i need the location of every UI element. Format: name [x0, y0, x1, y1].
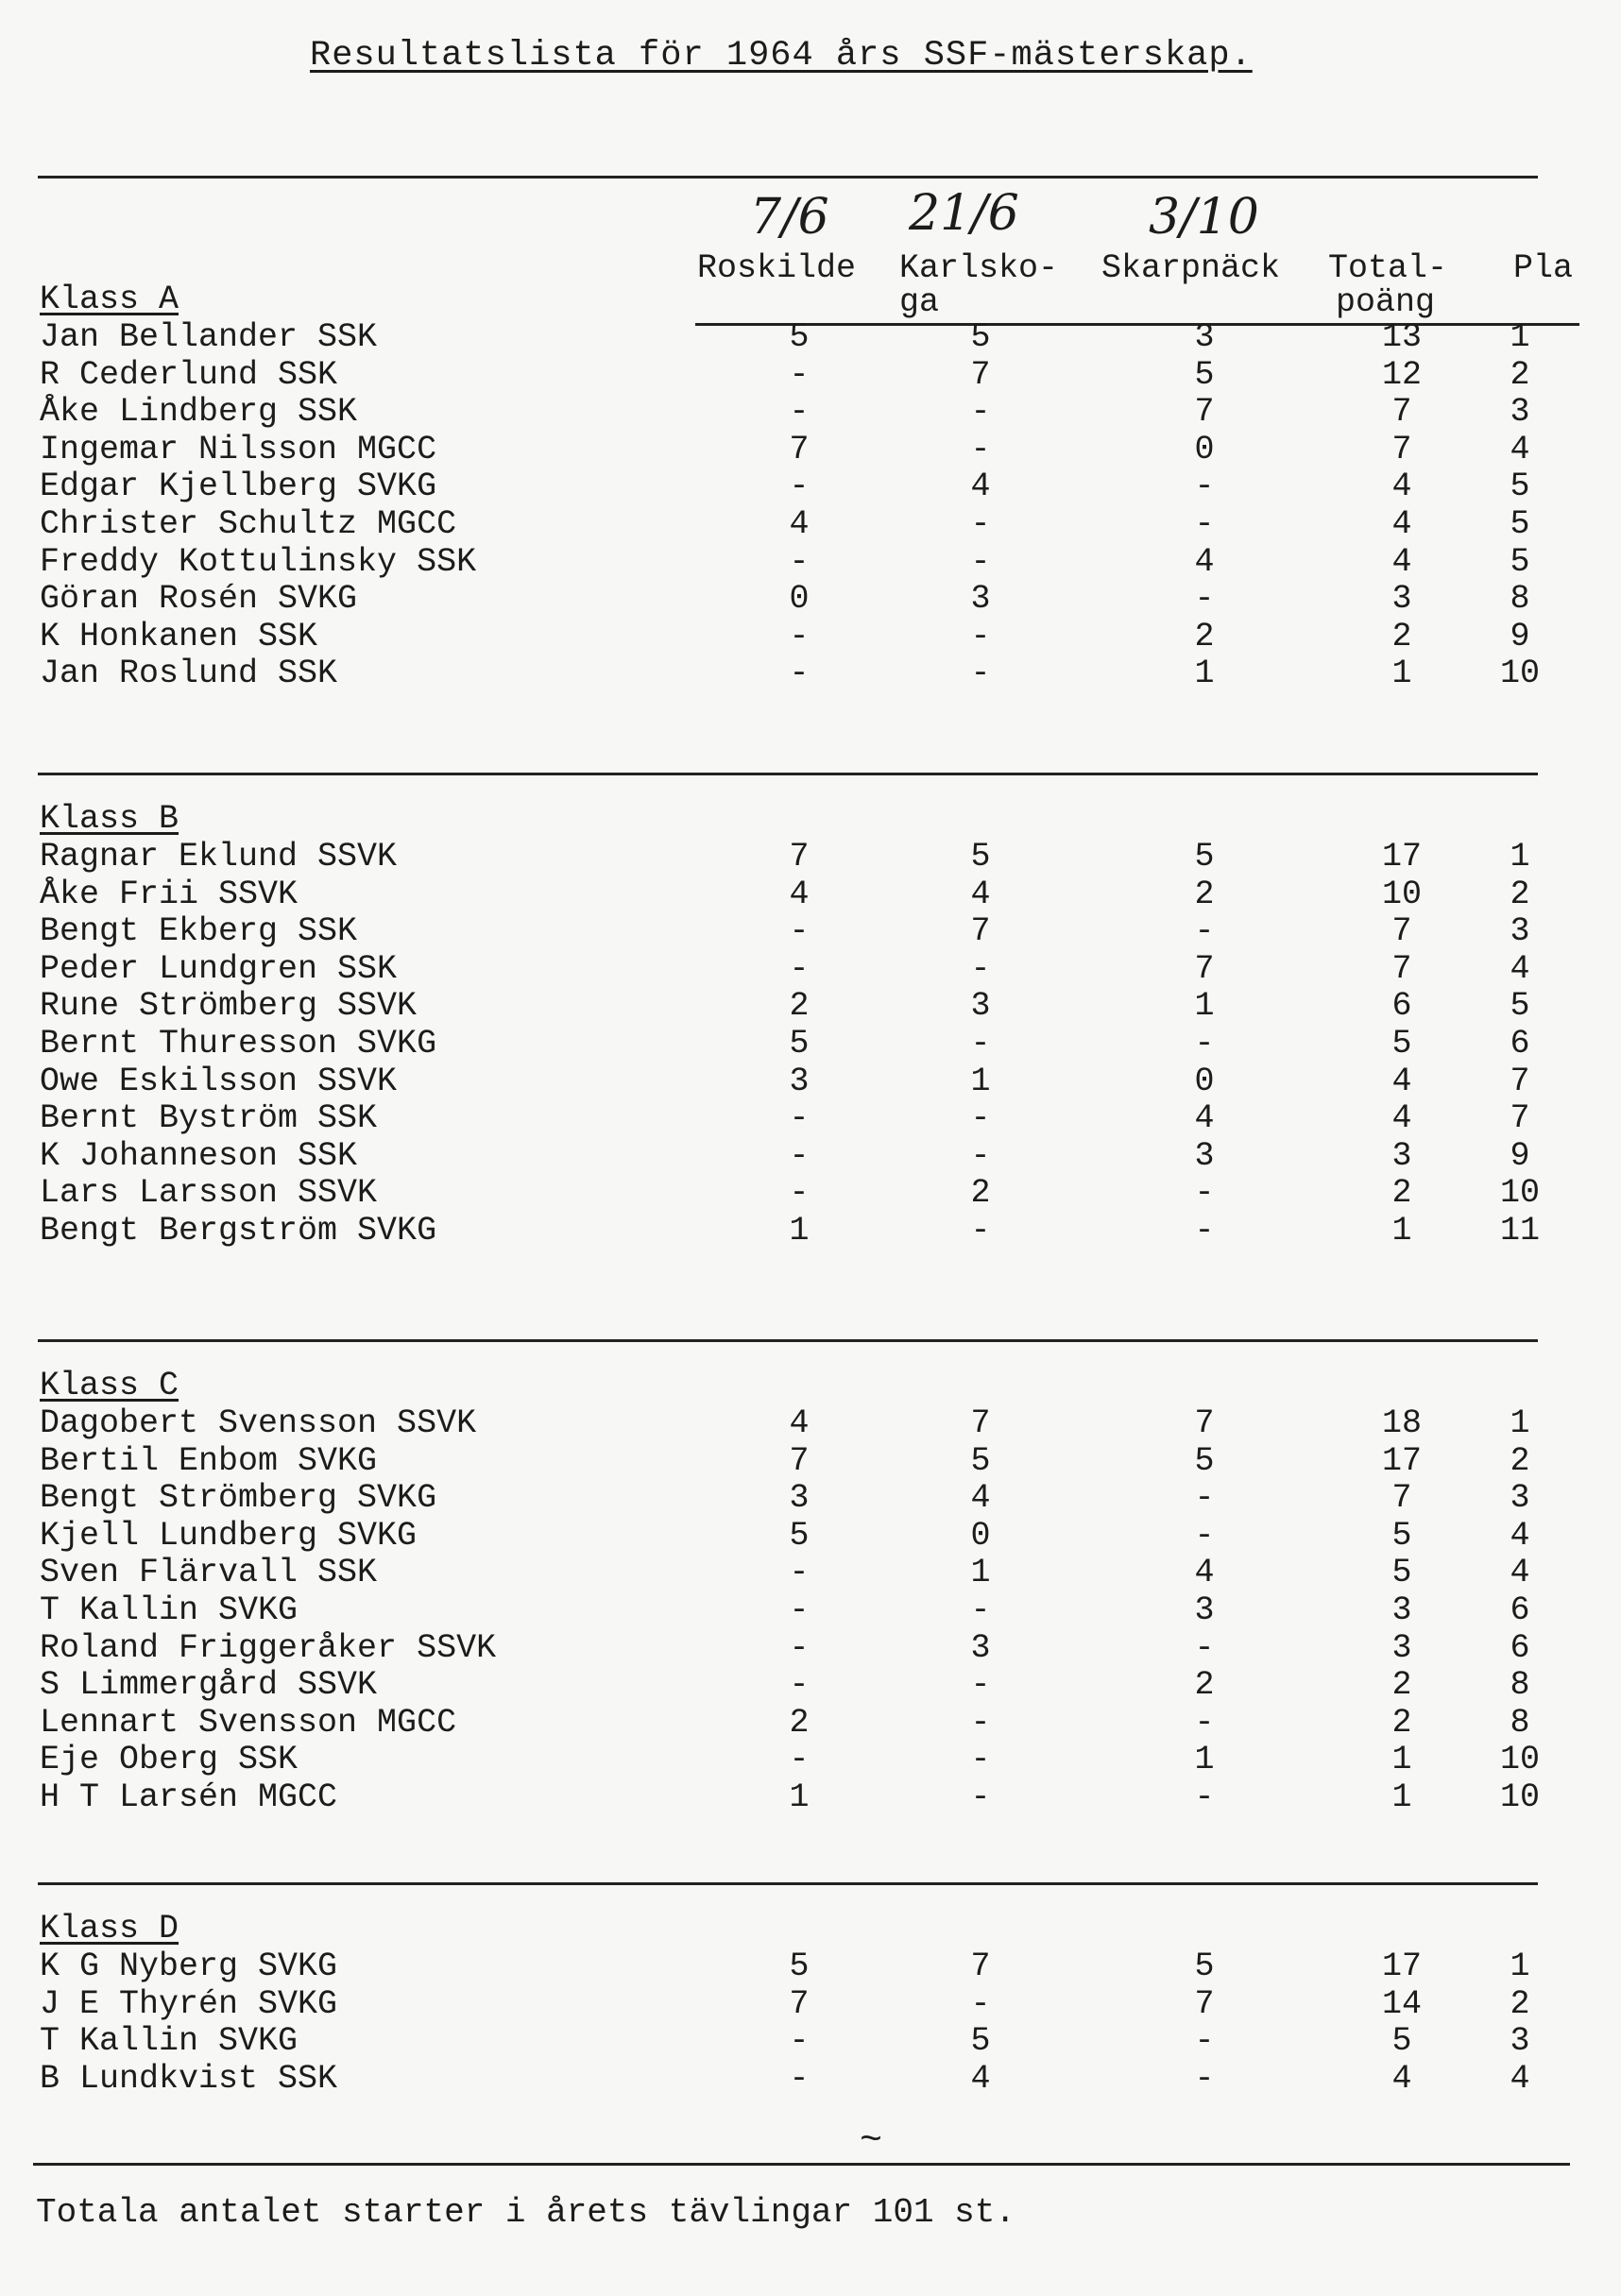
- cell-roskilde: -: [789, 468, 810, 506]
- cell-total: 4: [1391, 468, 1412, 506]
- cell-total: 2: [1391, 1174, 1412, 1213]
- driver-name: Göran Rosén SVKG: [40, 580, 358, 619]
- table-row: [0, 506, 1621, 544]
- driver-name: Dagobert Svensson SSVK: [40, 1404, 477, 1442]
- table-row: [0, 394, 1621, 432]
- cell-place: 4: [1510, 949, 1530, 988]
- table-row: [0, 1405, 1621, 1443]
- cell-skarpnack: -: [1194, 1212, 1215, 1250]
- table-row: [0, 839, 1621, 876]
- driver-name: H T Larsén MGCC: [40, 1778, 338, 1816]
- col-header-placering: Pla: [1513, 249, 1574, 287]
- class-title: Klass B: [40, 800, 179, 838]
- driver-name: B Lundkvist SSK: [40, 2059, 338, 2098]
- cell-place: 5: [1510, 542, 1530, 581]
- table-row: [0, 2023, 1621, 2061]
- cell-roskilde: -: [789, 655, 810, 693]
- table-row: [0, 1667, 1621, 1705]
- cell-total: 17: [1381, 1441, 1422, 1480]
- cell-skarpnack: -: [1194, 468, 1215, 506]
- cell-roskilde: 3: [789, 1479, 810, 1518]
- cell-place: 10: [1499, 1741, 1540, 1779]
- table-row: [0, 1063, 1621, 1101]
- cell-skarpnack: -: [1194, 505, 1215, 543]
- table-row: [0, 432, 1621, 469]
- cell-skarpnack: 4: [1194, 542, 1215, 581]
- col-header-karlskoga-line1: Karlsko-: [899, 249, 1059, 287]
- cell-total: 7: [1391, 949, 1412, 988]
- divider-klass-3: [38, 1339, 1538, 1342]
- cell-skarpnack: 7: [1194, 1984, 1215, 2023]
- driver-name: Bengt Bergström SVKG: [40, 1212, 437, 1250]
- cell-karlskoga: -: [970, 1984, 991, 2023]
- cell-total: 1: [1391, 1778, 1412, 1816]
- cell-roskilde: -: [789, 2059, 810, 2098]
- cell-place: 2: [1510, 1984, 1530, 2023]
- cell-total: 18: [1381, 1404, 1422, 1442]
- cell-roskilde: -: [789, 1099, 810, 1138]
- divider-bottom: [33, 2163, 1570, 2166]
- cell-skarpnack: -: [1194, 2059, 1215, 2098]
- cell-karlskoga: -: [970, 1741, 991, 1779]
- page-title: Resultatslista för 1964 års SSF-mästerskap.: [310, 36, 1253, 76]
- cell-place: 1: [1510, 838, 1530, 876]
- table-row: [0, 913, 1621, 951]
- cell-total: 1: [1391, 1212, 1412, 1250]
- cell-total: 4: [1391, 542, 1412, 581]
- cell-roskilde: 2: [789, 1703, 810, 1742]
- driver-name: Lars Larsson SSVK: [40, 1174, 378, 1213]
- table-row: [0, 581, 1621, 619]
- cell-roskilde: -: [789, 1666, 810, 1705]
- cell-skarpnack: -: [1194, 1025, 1215, 1063]
- cell-place: 2: [1510, 875, 1530, 913]
- cell-roskilde: 4: [789, 1404, 810, 1442]
- driver-name: T Kallin SVKG: [40, 1591, 299, 1629]
- cell-skarpnack: 1: [1194, 655, 1215, 693]
- col-header-skarpnack: Skarpnäck: [1101, 249, 1281, 287]
- table-row: [0, 655, 1621, 693]
- col-header-total-line2: poäng: [1336, 283, 1436, 321]
- driver-name: Åke Frii SSVK: [40, 875, 299, 913]
- cell-karlskoga: 7: [970, 355, 991, 394]
- cell-total: 3: [1391, 1136, 1412, 1175]
- cell-karlskoga: 5: [970, 318, 991, 356]
- cell-roskilde: 7: [789, 1984, 810, 2023]
- cell-skarpnack: 1: [1194, 1741, 1215, 1779]
- cell-skarpnack: 7: [1194, 949, 1215, 988]
- cell-roskilde: -: [789, 393, 810, 432]
- cell-place: 4: [1510, 1554, 1530, 1592]
- cell-skarpnack: 5: [1194, 1947, 1215, 1985]
- cell-total: 7: [1391, 912, 1412, 951]
- cell-total: 7: [1391, 430, 1412, 468]
- cell-skarpnack: 0: [1194, 430, 1215, 468]
- cell-karlskoga: -: [970, 1778, 991, 1816]
- driver-name: Jan Roslund SSK: [40, 655, 338, 693]
- cell-skarpnack: 3: [1194, 1591, 1215, 1629]
- cell-total: 4: [1391, 1099, 1412, 1138]
- cell-skarpnack: 2: [1194, 617, 1215, 655]
- table-row: [0, 1213, 1621, 1250]
- cell-karlskoga: -: [970, 1212, 991, 1250]
- divider-top: [38, 176, 1538, 179]
- driver-name: Bengt Ekberg SSK: [40, 912, 358, 951]
- cell-skarpnack: -: [1194, 2022, 1215, 2061]
- cell-roskilde: 5: [789, 1516, 810, 1555]
- cell-roskilde: -: [789, 1554, 810, 1592]
- cell-skarpnack: 2: [1194, 875, 1215, 913]
- table-row: [0, 951, 1621, 989]
- cell-skarpnack: 0: [1194, 1062, 1215, 1100]
- driver-name: Bertil Enbom SVKG: [40, 1441, 378, 1480]
- cell-roskilde: 3: [789, 1062, 810, 1100]
- driver-name: Sven Flärvall SSK: [40, 1554, 378, 1592]
- cell-place: 3: [1510, 1479, 1530, 1518]
- cell-karlskoga: 0: [970, 1516, 991, 1555]
- cell-karlskoga: -: [970, 949, 991, 988]
- table-row: [0, 1138, 1621, 1176]
- hand-mark: ~: [860, 2120, 883, 2163]
- cell-roskilde: 4: [789, 875, 810, 913]
- cell-roskilde: 0: [789, 580, 810, 619]
- cell-total: 5: [1391, 1516, 1412, 1555]
- cell-roskilde: -: [789, 912, 810, 951]
- cell-place: 6: [1510, 1025, 1530, 1063]
- cell-karlskoga: 5: [970, 2022, 991, 2061]
- cell-karlskoga: 1: [970, 1554, 991, 1592]
- cell-total: 7: [1391, 393, 1412, 432]
- cell-skarpnack: 4: [1194, 1099, 1215, 1138]
- cell-karlskoga: -: [970, 1099, 991, 1138]
- cell-place: 3: [1510, 912, 1530, 951]
- cell-place: 6: [1510, 1591, 1530, 1629]
- cell-skarpnack: -: [1194, 580, 1215, 619]
- col-header-karlskoga: [899, 251, 1058, 319]
- cell-karlskoga: -: [970, 617, 991, 655]
- cell-total: 4: [1391, 2059, 1412, 2098]
- handwritten-date-skarpnack: 3/10: [1149, 189, 1259, 246]
- cell-place: 2: [1510, 1441, 1530, 1480]
- cell-total: 2: [1391, 617, 1412, 655]
- cell-roskilde: -: [789, 617, 810, 655]
- cell-roskilde: 4: [789, 505, 810, 543]
- cell-place: 1: [1510, 1947, 1530, 1985]
- cell-karlskoga: 7: [970, 1947, 991, 1985]
- cell-place: 5: [1510, 468, 1530, 506]
- table-row: [0, 1100, 1621, 1138]
- cell-place: 7: [1510, 1099, 1530, 1138]
- cell-total: 17: [1381, 1947, 1422, 1985]
- cell-total: 3: [1391, 1628, 1412, 1667]
- cell-skarpnack: 7: [1194, 393, 1215, 432]
- cell-skarpnack: 5: [1194, 355, 1215, 394]
- cell-total: 12: [1381, 355, 1422, 394]
- table-row: [0, 1948, 1621, 1986]
- driver-name: Roland Friggeråker SSVK: [40, 1628, 497, 1667]
- col-header-karlskoga-line2: ga: [899, 283, 940, 321]
- cell-karlskoga: 5: [970, 1441, 991, 1480]
- table-row: [0, 1705, 1621, 1743]
- table-row: [0, 619, 1621, 656]
- cell-total: 10: [1381, 875, 1422, 913]
- cell-roskilde: 5: [789, 1947, 810, 1985]
- table-row: [0, 1555, 1621, 1592]
- table-row: [0, 1026, 1621, 1063]
- cell-total: 5: [1391, 2022, 1412, 2061]
- footer-total-starts: Totala antalet starter i årets tävlingar 101 st.: [36, 2193, 1015, 2232]
- cell-place: 3: [1510, 393, 1530, 432]
- cell-total: 1: [1391, 1741, 1412, 1779]
- driver-name: Edgar Kjellberg SVKG: [40, 468, 437, 506]
- handwritten-date-roskilde: 7/6: [750, 189, 829, 246]
- divider-klass-4: [38, 1882, 1538, 1885]
- cell-roskilde: 5: [789, 318, 810, 356]
- driver-name: Ragnar Eklund SSVK: [40, 838, 398, 876]
- table-row: [0, 1742, 1621, 1779]
- cell-karlskoga: -: [970, 1666, 991, 1705]
- driver-name: R Cederlund SSK: [40, 355, 338, 394]
- driver-name: K G Nyberg SVKG: [40, 1947, 338, 1985]
- cell-karlskoga: -: [970, 1025, 991, 1063]
- driver-name: Åke Lindberg SSK: [40, 393, 358, 432]
- cell-place: 4: [1510, 1516, 1530, 1555]
- cell-total: 14: [1381, 1984, 1422, 2023]
- cell-roskilde: -: [789, 355, 810, 394]
- table-row: [0, 1443, 1621, 1481]
- cell-total: 2: [1391, 1666, 1412, 1705]
- driver-name: Bengt Strömberg SVKG: [40, 1479, 437, 1518]
- driver-name: Kjell Lundberg SVKG: [40, 1516, 418, 1555]
- cell-place: 6: [1510, 1628, 1530, 1667]
- cell-karlskoga: -: [970, 655, 991, 693]
- table-row: [0, 1779, 1621, 1817]
- driver-name: Owe Eskilsson SSVK: [40, 1062, 398, 1100]
- table-row: [0, 357, 1621, 395]
- cell-roskilde: -: [789, 1174, 810, 1213]
- col-header-total-line1: Total-: [1328, 249, 1448, 287]
- cell-karlskoga: -: [970, 505, 991, 543]
- cell-place: 4: [1510, 2059, 1530, 2098]
- cell-roskilde: -: [789, 949, 810, 988]
- cell-karlskoga: 4: [970, 2059, 991, 2098]
- driver-name: Christer Schultz MGCC: [40, 505, 457, 543]
- cell-roskilde: 1: [789, 1778, 810, 1816]
- cell-skarpnack: 1: [1194, 987, 1215, 1026]
- cell-roskilde: -: [789, 1741, 810, 1779]
- cell-skarpnack: 5: [1194, 1441, 1215, 1480]
- cell-skarpnack: -: [1194, 1778, 1215, 1816]
- cell-roskilde: 1: [789, 1212, 810, 1250]
- driver-name: S Limmergård SSVK: [40, 1666, 378, 1705]
- cell-karlskoga: 4: [970, 468, 991, 506]
- table-row: [0, 468, 1621, 506]
- cell-roskilde: -: [789, 2022, 810, 2061]
- driver-name: K Johanneson SSK: [40, 1136, 358, 1175]
- driver-name: Eje Oberg SSK: [40, 1741, 299, 1779]
- table-row: [0, 319, 1621, 357]
- cell-karlskoga: 4: [970, 1479, 991, 1518]
- cell-karlskoga: 5: [970, 838, 991, 876]
- table-row: [0, 1986, 1621, 2024]
- cell-place: 1: [1510, 1404, 1530, 1442]
- col-header-roskilde: Roskilde: [697, 249, 857, 287]
- cell-roskilde: -: [789, 1628, 810, 1667]
- cell-place: 4: [1510, 430, 1530, 468]
- cell-karlskoga: 3: [970, 987, 991, 1026]
- driver-name: Freddy Kottulinsky SSK: [40, 542, 477, 581]
- cell-place: 9: [1510, 617, 1530, 655]
- driver-name: Ingemar Nilsson MGCC: [40, 430, 437, 468]
- cell-total: 4: [1391, 505, 1412, 543]
- cell-place: 7: [1510, 1062, 1530, 1100]
- cell-karlskoga: 3: [970, 1628, 991, 1667]
- cell-roskilde: -: [789, 542, 810, 581]
- cell-skarpnack: -: [1194, 912, 1215, 951]
- cell-karlskoga: 7: [970, 912, 991, 951]
- class-title: Klass C: [40, 1367, 179, 1404]
- cell-skarpnack: -: [1194, 1479, 1215, 1518]
- cell-place: 1: [1510, 318, 1530, 356]
- cell-karlskoga: 7: [970, 1404, 991, 1442]
- cell-place: 10: [1499, 1174, 1540, 1213]
- cell-place: 8: [1510, 1703, 1530, 1742]
- table-row: [0, 1175, 1621, 1213]
- driver-name: Lennart Svensson MGCC: [40, 1703, 457, 1742]
- cell-total: 3: [1391, 580, 1412, 619]
- cell-total: 7: [1391, 1479, 1412, 1518]
- cell-karlskoga: -: [970, 1703, 991, 1742]
- cell-total: 13: [1381, 318, 1422, 356]
- table-row: [0, 544, 1621, 582]
- cell-roskilde: 7: [789, 1441, 810, 1480]
- divider-klass-2: [38, 773, 1538, 775]
- cell-total: 5: [1391, 1025, 1412, 1063]
- cell-place: 11: [1499, 1212, 1540, 1250]
- table-row: [0, 876, 1621, 914]
- cell-karlskoga: -: [970, 1591, 991, 1629]
- table-row: [0, 1630, 1621, 1668]
- cell-skarpnack: 7: [1194, 1404, 1215, 1442]
- driver-name: T Kallin SVKG: [40, 2022, 299, 2061]
- driver-name: Peder Lundgren SSK: [40, 949, 398, 988]
- driver-name: K Honkanen SSK: [40, 617, 318, 655]
- cell-place: 5: [1510, 987, 1530, 1026]
- cell-karlskoga: -: [970, 542, 991, 581]
- class-title: Klass D: [40, 1910, 179, 1947]
- cell-place: 8: [1510, 1666, 1530, 1705]
- cell-roskilde: -: [789, 1136, 810, 1175]
- cell-skarpnack: -: [1194, 1516, 1215, 1555]
- cell-karlskoga: 1: [970, 1062, 991, 1100]
- handwritten-date-karlskoga: 21/6: [909, 185, 1019, 242]
- cell-total: 5: [1391, 1554, 1412, 1592]
- driver-name: Rune Strömberg SSVK: [40, 987, 418, 1026]
- cell-total: 1: [1391, 655, 1412, 693]
- class-title: Klass A: [40, 281, 179, 318]
- cell-total: 17: [1381, 838, 1422, 876]
- cell-place: 2: [1510, 355, 1530, 394]
- driver-name: Bernt Thuresson SVKG: [40, 1025, 437, 1063]
- cell-place: 3: [1510, 2022, 1530, 2061]
- cell-place: 9: [1510, 1136, 1530, 1175]
- cell-total: 2: [1391, 1703, 1412, 1742]
- cell-karlskoga: -: [970, 430, 991, 468]
- cell-skarpnack: 2: [1194, 1666, 1215, 1705]
- cell-place: 10: [1499, 655, 1540, 693]
- cell-karlskoga: 4: [970, 875, 991, 913]
- cell-skarpnack: -: [1194, 1628, 1215, 1667]
- table-row: [0, 1518, 1621, 1556]
- cell-skarpnack: 3: [1194, 318, 1215, 356]
- col-header-total: [1328, 251, 1447, 319]
- cell-roskilde: 7: [789, 430, 810, 468]
- cell-roskilde: 5: [789, 1025, 810, 1063]
- cell-skarpnack: 4: [1194, 1554, 1215, 1592]
- driver-name: Bernt Byström SSK: [40, 1099, 378, 1138]
- cell-total: 3: [1391, 1591, 1412, 1629]
- cell-place: 10: [1499, 1778, 1540, 1816]
- cell-skarpnack: -: [1194, 1174, 1215, 1213]
- cell-roskilde: 7: [789, 838, 810, 876]
- driver-name: J E Thyrén SVKG: [40, 1984, 338, 2023]
- cell-place: 8: [1510, 580, 1530, 619]
- table-row: [0, 1592, 1621, 1630]
- cell-karlskoga: 3: [970, 580, 991, 619]
- cell-skarpnack: 5: [1194, 838, 1215, 876]
- cell-skarpnack: -: [1194, 1703, 1215, 1742]
- table-row: [0, 1480, 1621, 1518]
- cell-karlskoga: -: [970, 393, 991, 432]
- cell-karlskoga: 2: [970, 1174, 991, 1213]
- driver-name: Jan Bellander SSK: [40, 318, 378, 356]
- cell-total: 4: [1391, 1062, 1412, 1100]
- cell-roskilde: -: [789, 1591, 810, 1629]
- cell-karlskoga: -: [970, 1136, 991, 1175]
- cell-roskilde: 2: [789, 987, 810, 1026]
- cell-place: 5: [1510, 505, 1530, 543]
- cell-skarpnack: 3: [1194, 1136, 1215, 1175]
- table-row: [0, 988, 1621, 1026]
- table-row: [0, 2061, 1621, 2099]
- cell-total: 6: [1391, 987, 1412, 1026]
